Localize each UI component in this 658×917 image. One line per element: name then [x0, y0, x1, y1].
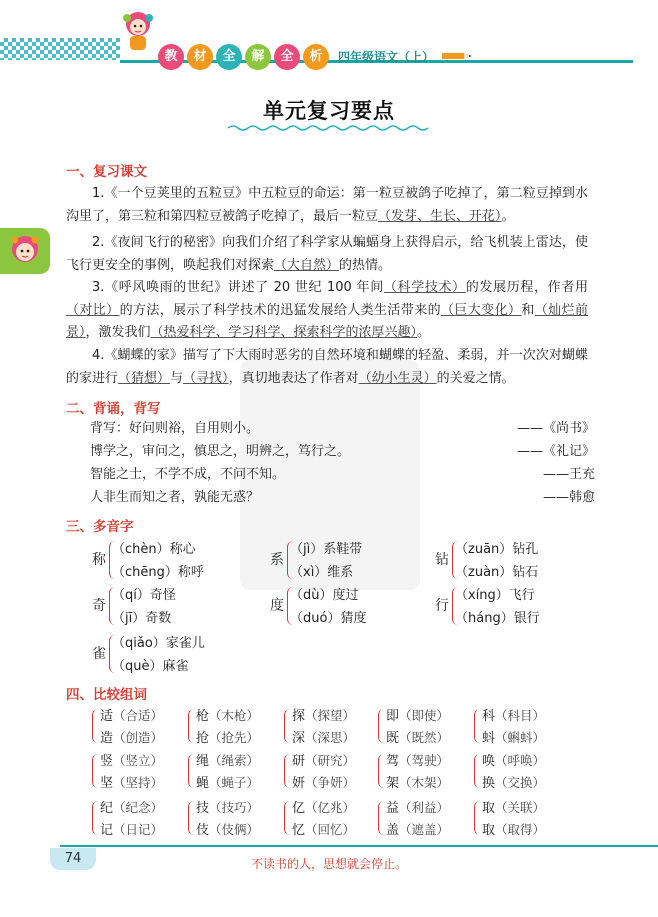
review-item-3: [66, 277, 588, 345]
compare-word: （创造）: [113, 730, 164, 745]
footer-rule: [60, 845, 658, 847]
compare-char: 即: [386, 709, 400, 724]
compare-char: 蚪: [482, 731, 496, 746]
compare-char: 纪: [100, 801, 114, 816]
review-text: 1.《一个豆荚里的五粒豆》中五粒豆的命运：第一粒豆被鸽子吃掉了，第二粒豆掉到水沟里了，第三粒和第四粒豆被鸽子吃掉了，最后一粒豆: [66, 186, 588, 224]
pencil-icon: [442, 50, 472, 62]
quote-line: [90, 418, 595, 440]
compare-word: （研究）: [305, 753, 356, 768]
compare-word: （竖立）: [113, 753, 164, 768]
answer-handwritten: （对比）: [66, 302, 120, 318]
compare-word: （即使）: [399, 708, 450, 723]
quote-text: 背写：好问则裕，自用则小。: [90, 421, 260, 436]
brace-icon: [188, 801, 194, 835]
compare-word: （木架）: [399, 775, 450, 790]
compare-entry: [386, 727, 449, 746]
compare-entry: [100, 772, 163, 791]
compare-entry: [100, 750, 163, 769]
review-text: 。: [501, 208, 515, 224]
compare-entry: [482, 772, 545, 791]
compare-word: （技巧）: [209, 800, 260, 815]
compare-entry: [100, 705, 163, 724]
polyphone-char: 称: [92, 552, 106, 568]
review-text: 3.《呼风唤雨的世纪》讲述了 20 世纪 100 年间: [92, 280, 384, 295]
polyphone-reading: （qiǎo）家雀儿: [112, 636, 205, 651]
review-text: 2.《夜间飞行的秘密》向我们介绍了科学家从蝙蝠身上获得启示，给飞机装上雷达，使飞行更安全的事例，唤起我们对探索: [66, 235, 588, 273]
answer-handwritten: （大自然）: [274, 257, 340, 273]
brace-icon: [284, 801, 290, 835]
polyphone-reading: （jī）奇数: [112, 611, 172, 626]
brace-icon: [474, 709, 480, 743]
compare-word: （驾驶）: [399, 753, 450, 768]
review-text: 与: [170, 370, 184, 386]
section-heading-polyphones: 三、多音字: [66, 519, 134, 535]
compare-entry: [386, 819, 449, 838]
checker-pattern: [0, 38, 120, 60]
compare-word: （利益）: [399, 800, 450, 815]
girl-face-icon: [8, 234, 42, 268]
compare-word: （争妍）: [305, 775, 356, 790]
brace-icon: [284, 709, 290, 743]
polyphone-char: 奇: [92, 598, 106, 614]
compare-char: 换: [482, 776, 496, 791]
compare-entry: [292, 772, 355, 791]
compare-entry: [482, 705, 545, 724]
compare-entry: [100, 727, 163, 746]
compare-char: 造: [100, 731, 114, 746]
grade-label: 四年级语文（上）: [338, 50, 435, 64]
compare-char: 探: [292, 709, 306, 724]
compare-word: （交换）: [495, 775, 546, 790]
compare-word: （伎俩）: [209, 822, 260, 837]
polyphone-char: 钻: [435, 552, 449, 568]
quote-source: ——王充: [542, 467, 595, 482]
compare-char: 绳: [196, 754, 210, 769]
compare-char: 抢: [196, 731, 210, 746]
brace-icon: [474, 801, 480, 835]
compare-entry: [386, 797, 449, 816]
compare-entry: [292, 727, 355, 746]
compare-char: 驾: [386, 754, 400, 769]
compare-char: 妍: [292, 776, 306, 791]
compare-word: （亿兆）: [305, 800, 356, 815]
quote-line: [90, 487, 595, 509]
brace-icon: [474, 754, 480, 788]
compare-entry: [196, 750, 259, 769]
brace-icon: [188, 709, 194, 743]
compare-word: （蝌蚪）: [495, 730, 546, 745]
title-badge: 教: [158, 44, 184, 70]
footer-motto: 不读书的人，思想就会停止。: [250, 857, 407, 871]
compare-char: 蝇: [196, 776, 210, 791]
compare-entry: [100, 819, 163, 838]
page-number: 74: [50, 848, 96, 870]
compare-entry: [196, 819, 259, 838]
brace-icon: [188, 754, 194, 788]
compare-word: （合适）: [113, 708, 164, 723]
answer-handwritten: （发芽、生长、开花）: [378, 208, 502, 224]
quote-text: 智能之士，不学不成，不问不知。: [90, 467, 286, 482]
compare-char: 唤: [482, 754, 496, 769]
brace-icon: [378, 709, 384, 743]
brace-icon: [378, 754, 384, 788]
polyphone-char: 雀: [92, 646, 106, 662]
section-heading-review: 一、复习课文: [66, 164, 147, 180]
compare-char: 深: [292, 731, 306, 746]
title-badge: 材: [187, 44, 213, 70]
compare-char: 记: [100, 823, 114, 838]
review-text: 的热情。: [339, 257, 392, 273]
polyphone-reading: （xíng）飞行: [455, 588, 535, 603]
polyphone-reading: （zuān）钻孔: [455, 542, 539, 557]
compare-entry: [482, 727, 545, 746]
compare-entry: [482, 819, 545, 838]
polyphone-char: 度: [270, 598, 284, 614]
polyphone-reading: （chèn）称心: [112, 542, 196, 557]
title-badge: 解: [245, 44, 271, 70]
compare-word: （既然）: [399, 730, 450, 745]
polyphone-char: 行: [435, 598, 449, 614]
compare-word: （抢先）: [209, 730, 260, 745]
compare-word: （探望）: [305, 708, 356, 723]
compare-char: 盖: [386, 823, 400, 838]
review-text: ，激发我们: [85, 325, 151, 340]
polyphone-reading: （jì）系鞋带: [290, 542, 363, 557]
quote-line: [90, 441, 595, 463]
wave-divider: [228, 124, 430, 132]
title-badge: 析: [303, 44, 329, 70]
compare-word: （遮盖）: [399, 822, 450, 837]
quote-source: ——韩愈: [542, 490, 595, 505]
compare-word: （回忆）: [305, 822, 356, 837]
compare-entry: [386, 750, 449, 769]
compare-char: 伎: [196, 823, 210, 838]
answer-handwritten: （巨大变化）: [441, 302, 522, 318]
brace-icon: [284, 754, 290, 788]
review-text: 。: [417, 325, 431, 340]
compare-entry: [196, 705, 259, 724]
compare-char: 适: [100, 709, 114, 724]
review-text: 的方法，展示了科学技术的迅猛发展给人类生活带来的: [119, 302, 442, 318]
polyphone-reading: （háng）银行: [455, 611, 540, 626]
brace-icon: [92, 709, 98, 743]
polyphone-reading: （qí）奇怪: [112, 588, 176, 603]
compare-word: （关联）: [495, 800, 546, 815]
compare-char: 亿: [292, 801, 306, 816]
compare-entry: [196, 772, 259, 791]
page-header: [0, 0, 658, 80]
compare-word: （呼唤）: [495, 753, 546, 768]
compare-entry: [292, 750, 355, 769]
polyphone-reading: （chēng）称呼: [112, 565, 204, 580]
compare-entry: [482, 797, 545, 816]
quote-text: 博学之，审问之，慎思之，明辨之，笃行之。: [90, 444, 351, 459]
answer-handwritten: （科学技术）: [383, 280, 466, 295]
compare-char: 取: [482, 801, 496, 816]
review-text: 的关爱之情。: [436, 370, 515, 386]
compare-char: 忆: [292, 823, 306, 838]
compare-entry: [100, 797, 163, 816]
compare-entry: [292, 797, 355, 816]
quote-text: 人非生而知之者，孰能无惑？: [90, 490, 260, 505]
review-item-4: [66, 345, 588, 390]
compare-entry: [386, 705, 449, 724]
compare-word: （蝇子）: [209, 775, 260, 790]
section-heading-compare: 四、比较组词: [66, 687, 147, 703]
quote-source: ——《礼记》: [516, 444, 595, 459]
polyphone-reading: （què）麻雀: [112, 659, 189, 674]
compare-entry: [196, 727, 259, 746]
compare-entry: [292, 819, 355, 838]
compare-char: 枪: [196, 709, 210, 724]
review-item-2: [66, 232, 588, 277]
review-text: ，真切地表达了作者对: [228, 370, 359, 386]
quote-line: [90, 464, 595, 486]
polyphone-reading: （duó）猜度: [290, 611, 367, 626]
compare-word: （绳索）: [209, 753, 260, 768]
compare-char: 既: [386, 731, 400, 746]
compare-entry: [196, 797, 259, 816]
mascot-girl-icon: [118, 8, 158, 58]
brace-icon: [92, 801, 98, 835]
brace-icon: [378, 801, 384, 835]
compare-char: 研: [292, 754, 306, 769]
compare-word: （木枪）: [209, 708, 260, 723]
section-heading-recite: 二、背诵，背写: [66, 401, 161, 417]
review-text: 和: [521, 302, 535, 318]
compare-char: 坚: [100, 776, 114, 791]
page-title: 单元复习要点: [263, 99, 395, 123]
answer-handwritten: （幼小生灵）: [358, 370, 437, 386]
title-badge: 全: [216, 44, 242, 70]
title-badge: 全: [274, 44, 300, 70]
compare-char: 架: [386, 776, 400, 791]
compare-word: （纪念）: [113, 800, 164, 815]
answer-handwritten: （灿烂前景）: [66, 302, 588, 340]
compare-entry: [386, 772, 449, 791]
side-tab: [0, 228, 50, 274]
compare-entry: [292, 705, 355, 724]
review-text: 4.《蝴蝶的家》描写了下大雨时恶劣的自然环境和蝴蝶的轻盈、柔弱，并一次次对蝴蝶的家进行: [66, 348, 588, 386]
compare-char: 取: [482, 823, 496, 838]
brace-icon: [92, 754, 98, 788]
compare-word: （深思）: [305, 730, 356, 745]
review-item-1: [66, 183, 588, 228]
quote-source: ——《尚书》: [516, 421, 595, 436]
polyphone-reading: （xì）维系: [290, 565, 354, 580]
compare-word: （日记）: [113, 822, 164, 837]
compare-char: 技: [196, 801, 210, 816]
compare-word: （科目）: [495, 708, 546, 723]
polyphone-char: 系: [270, 552, 284, 568]
answer-handwritten: （寻找）: [183, 370, 229, 386]
compare-word: （坚持）: [113, 775, 164, 790]
compare-char: 竖: [100, 754, 114, 769]
answer-handwritten: （热爱科学、学习科学、探索科学的浓厚兴趣）: [150, 325, 418, 340]
compare-char: 益: [386, 801, 400, 816]
compare-word: （取得）: [495, 822, 546, 837]
answer-handwritten: （猜想）: [118, 370, 171, 386]
compare-entry: [482, 750, 545, 769]
review-text: 的发展历程，作者用: [465, 280, 588, 295]
polyphone-reading: （dù）度过: [290, 588, 359, 603]
compare-char: 科: [482, 709, 496, 724]
polyphone-reading: （zuàn）钻石: [455, 565, 539, 580]
